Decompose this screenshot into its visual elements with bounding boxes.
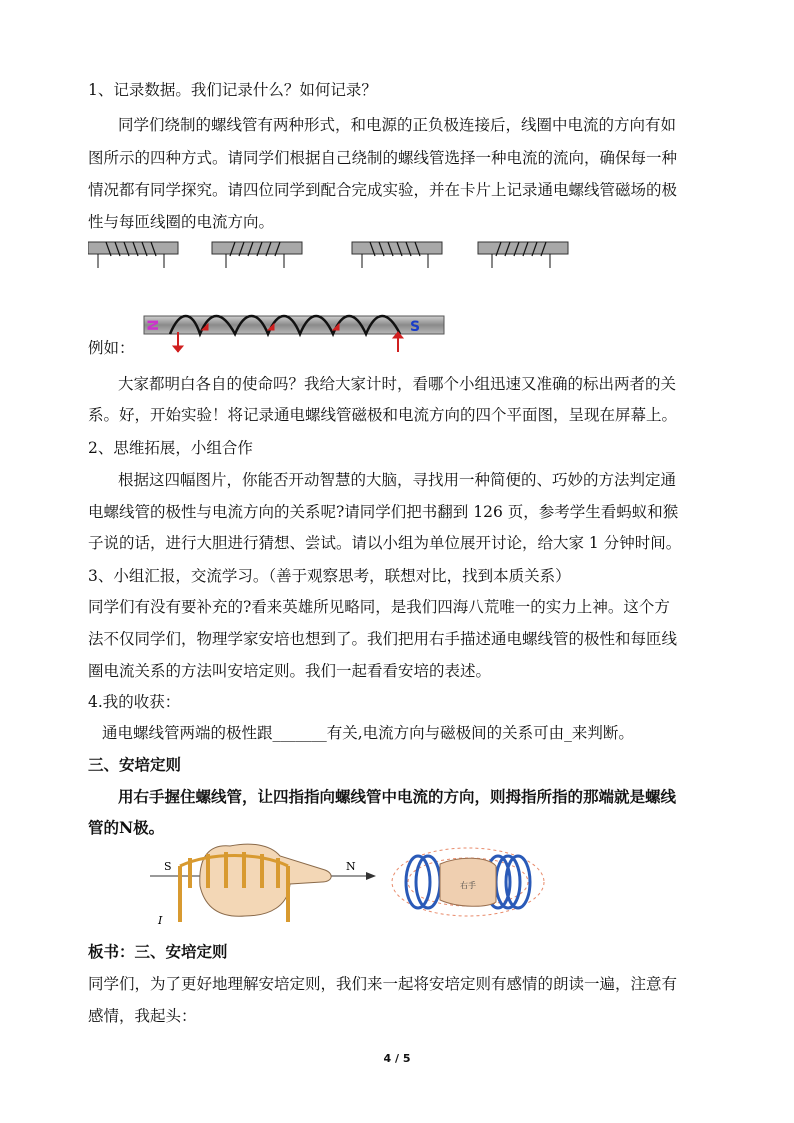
text-line: 系。好，开始实验！将记录通电螺线管磁极和电流方向的四个平面图，呈现在屏幕上。 bbox=[88, 406, 678, 424]
text-line: 大家都明白各自的使命吗？我给大家计时，看哪个小组迅速又准确的标出两者的关 bbox=[118, 375, 677, 393]
text-line: 根据这四幅图片，你能否开动智慧的大脑，寻找用一种简便的、巧妙的方法判定通 bbox=[118, 471, 677, 489]
solenoid-1 bbox=[88, 242, 178, 268]
text-line: 性与每匝线圈的电流方向。 bbox=[88, 213, 275, 231]
text-line: 情况都有同学探究。请四位同学到配合完成实验，并在卡片上记录通电螺线管磁场的极 bbox=[88, 181, 678, 199]
text-line: 同学们有没有要补充的?看来英雄所见略同，是我们四海八荒唯一的实力上神。这个方 bbox=[88, 598, 670, 616]
i-label: I bbox=[158, 914, 163, 927]
section-heading: 三、安培定则 bbox=[88, 755, 182, 774]
board-heading: 板书：三、安培定则 bbox=[88, 942, 228, 961]
text-line: 同学们，为了更好地理解安培定则，我们来一起将安培定则有感情的朗读一遍，注意有 bbox=[88, 975, 678, 993]
text-line: 同学们绕制的螺线管有两种形式，和电源的正负极连接后，线圈中电流的方向有如 bbox=[118, 116, 677, 134]
text-line: 圈电流关系的方法叫安培定则。我们一起看看安培的表述。 bbox=[88, 662, 492, 680]
text-line: 通电螺线管两端的极性跟_______有关,电流方向与磁极间的关系可由_来判断。 bbox=[102, 724, 634, 742]
rule-text: 管的N极。 bbox=[88, 818, 165, 837]
text-line: 感情，我起头： bbox=[88, 1007, 197, 1025]
text-line: 4.我的收获： bbox=[88, 693, 181, 711]
page-number: 4 / 5 bbox=[383, 1052, 411, 1065]
text-line: 3、小组汇报，交流学习。（善于观察思考，联想对比，找到本质关系） bbox=[88, 567, 571, 585]
solenoid-2 bbox=[212, 242, 302, 268]
example-solenoid bbox=[140, 308, 450, 356]
n-label: N bbox=[346, 860, 356, 873]
hand-rule-illustration-right bbox=[388, 842, 548, 922]
pole-s-label: S bbox=[410, 319, 421, 335]
solenoid-diagrams bbox=[88, 234, 578, 274]
solenoid-3 bbox=[352, 242, 442, 268]
hand-rule-illustration-left bbox=[150, 836, 380, 931]
s-label: S bbox=[164, 860, 172, 873]
pole-n-label: N bbox=[146, 319, 162, 331]
example-label: 例如： bbox=[88, 339, 135, 357]
solenoid-4 bbox=[478, 242, 568, 268]
text-line: 法不仅同学们，物理学家安培也想到了。我们把用右手描述通电螺线管的极性和每匝线 bbox=[88, 630, 678, 648]
text-line: 图所示的四种方式。请同学们根据自己绕制的螺线管选择一种电流的流向，确保每一种 bbox=[88, 149, 678, 167]
text-line: 2、思维拓展，小组合作 bbox=[88, 439, 253, 457]
text-line: 1、记录数据。我们记录什么？如何记录？ bbox=[88, 81, 377, 99]
hand-label: 右手 bbox=[460, 881, 476, 890]
text-line: 子说的话，进行大胆进行猜想、尝试。请以小组为单位展开讨论，给大家 1 分钟时间。 bbox=[88, 534, 682, 552]
rule-text: 用右手握住螺线管，让四指指向螺线管中电流的方向，则拇指所指的那端就是螺线 bbox=[118, 787, 677, 806]
text-line: 电螺线管的极性与电流方向的关系呢?请同学们把书翻到 126 页，参考学生看蚂蚁和猴 bbox=[88, 503, 679, 521]
